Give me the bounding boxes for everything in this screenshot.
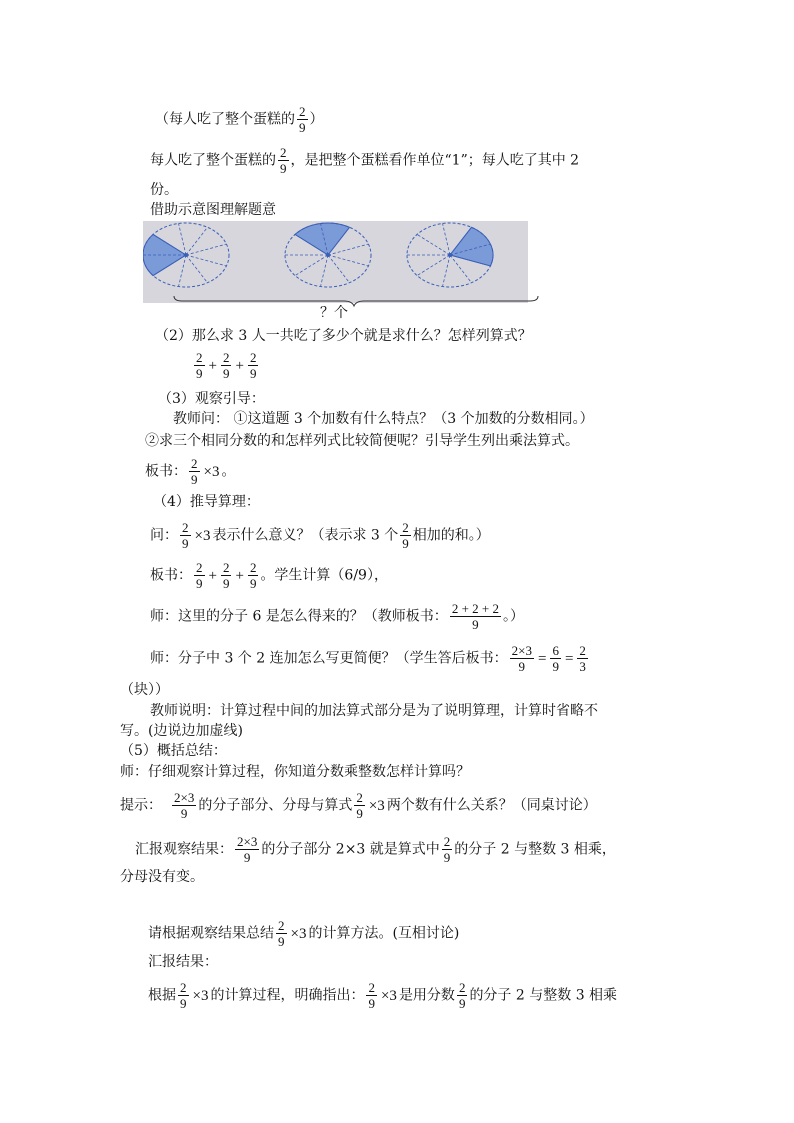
text: 的分子部分 2×3 就是算式中 — [261, 841, 440, 858]
text: 师：分子中 3 个 2 连加怎么写更简便？（学生答后板书： — [150, 650, 508, 667]
cake-division-line — [328, 255, 350, 283]
fraction-2-9: $\frac{2}{9}$ — [191, 456, 198, 487]
text: （每人吃了整个蛋糕的 — [155, 111, 295, 128]
teacher-line-1 — [150, 601, 524, 632]
fraction-product-over-9: $\frac{2\times 3}{9}$ — [511, 643, 532, 674]
result-heading: 汇报结果： — [148, 954, 218, 970]
fraction-2-9: $\frac{2}{9}$ — [368, 980, 375, 1011]
shaded-sector — [295, 223, 349, 255]
text: 师：这里的分子 6 是怎么得来的？（教师板书： — [150, 608, 448, 625]
line-2 — [150, 145, 579, 176]
cake-center — [184, 253, 188, 257]
text: 的分子 2 与整数 3 相乘， — [454, 841, 616, 858]
text: 问： — [150, 527, 178, 544]
text: 。 — [221, 463, 236, 480]
text: 。学生计算（6/9）， — [260, 567, 388, 584]
brace — [172, 294, 542, 308]
hint-line: 提示： $\frac{2\times 3}{9}$ 的分子部分、分母与算式 $\frac{2}{9}$ ×3 两个数有什么关系？（同桌讨论） — [120, 790, 597, 821]
fraction-2-9: $\frac{2}{9}$ — [180, 980, 187, 1011]
report-line — [135, 834, 616, 865]
text: 请根据观察结果总结 — [148, 925, 274, 942]
fraction-2-9: $\frac{2}{9}$ — [196, 560, 203, 591]
teacher-question: 教师问： ①这道题 3 个加数有什么特点？（3 个加数的分数相同。） — [173, 411, 594, 427]
line-3: 份。 — [150, 182, 178, 198]
line-4: 借助示意图理解题意 — [150, 202, 276, 218]
cake-division-line — [443, 223, 450, 255]
question-5: （5）概括总结： — [120, 743, 227, 759]
cake-center — [326, 253, 330, 257]
fraction-2-9: $\frac{2}{9}$ — [280, 145, 287, 176]
fraction-2-9: $\frac{2}{9}$ — [299, 104, 306, 135]
text: 每人吃了整个蛋糕的 — [150, 152, 276, 169]
line-1 — [155, 104, 324, 135]
report-line-2: 分母没有变。 — [120, 869, 204, 885]
cake-division-line — [186, 227, 208, 255]
question-4: （4）推导算理： — [153, 494, 260, 510]
fraction-2-9: $\frac{2}{9}$ — [182, 520, 189, 551]
cake-center — [448, 253, 452, 257]
text: 。） — [502, 608, 524, 625]
block-end: （块）） — [120, 682, 169, 698]
text: 是用分数 — [398, 987, 455, 1004]
fraction-sum-over-9: $\frac{2 + 2 + 2}{9}$ — [451, 601, 499, 632]
text: 表示什么意义？（表示求 3 个 — [212, 527, 399, 544]
board-1: 板书： $\frac{2}{9}$ ×3 。 — [145, 456, 236, 487]
text: 板书： — [145, 463, 187, 480]
question-3b: ②求三个相同分数的和怎样列式比较简便呢？引导学生列出乘法算式。 — [145, 433, 579, 449]
text: ） — [309, 111, 324, 128]
text: 的计算过程，明确指出： — [210, 987, 365, 1004]
text: 根据 — [148, 987, 176, 1004]
cake-division-line — [328, 255, 368, 266]
fraction-2-9: $\frac{2}{9}$ — [443, 834, 451, 865]
teacher-line-2: 师：分子中 3 个 2 连加怎么写更简便？（学生答后板书： $\frac{2\times 3}{9}$ = $\frac{6}{9}$ = $\frac{2}{3}$ — [150, 643, 586, 674]
text: 的分子部分、分母与算式 — [198, 797, 353, 814]
text: 的计算方法。(互相讨论) — [308, 925, 460, 942]
sum-expression: $\frac{2}{9}$ + $\frac{2}{9}$ + $\frac{2}{9}$ — [196, 350, 257, 381]
board-2: 板书： $\frac{2}{9}$ + $\frac{2}{9}$ + $\frac{2}{9}$ 。学生计算（6/9）， — [150, 560, 388, 591]
fraction-2-9: $\frac{2}{9}$ — [222, 560, 230, 591]
text: 汇报观察结果： — [135, 841, 233, 858]
text: ，是把整个蛋糕看作单位“1”；每人吃了其中 2 — [290, 152, 580, 169]
fraction-product-over-9: $\frac{2\times 3}{9}$ — [237, 834, 258, 865]
cake-division-line — [186, 244, 226, 255]
brace-label: ？个 — [320, 305, 348, 321]
text: 板书： — [150, 567, 192, 584]
cake-division-line — [417, 255, 450, 276]
ask-line: 问： $\frac{2}{9}$ ×3 表示什么意义？（表示求 3 个 $\frac{2}{9}$ 相加的和。） — [150, 520, 490, 551]
question-2: （2）那么求 3 人一共吃了多少个就是求什么？怎样列算式？ — [155, 328, 532, 344]
question-3: （3）观察引导： — [158, 391, 265, 407]
fraction-2-9: $\frac{2}{9}$ — [249, 560, 257, 591]
cake-diagram — [143, 221, 528, 303]
fraction-2-3: $\frac{2}{3}$ — [579, 643, 586, 674]
cake-division-line — [186, 255, 208, 283]
fraction-2-9: $\frac{2}{9}$ — [458, 980, 466, 1011]
explanation-2: 写。(边说边加虚线) — [120, 723, 243, 739]
teacher-line-3: 师：仔细观察计算过程，你知道分数乘整数怎样计算吗？ — [120, 764, 470, 780]
cake-division-line — [186, 255, 226, 266]
fraction-2-9: $\frac{2}{9}$ — [278, 918, 285, 949]
cake-svg — [143, 221, 528, 303]
fraction-6-9: $\frac{6}{9}$ — [552, 643, 559, 674]
text: 的分子 2 与整数 3 相乘 — [469, 987, 618, 1004]
final-line: 根据 $\frac{2}{9}$ ×3 的计算过程，明确指出： $\frac{2}{9}$ ×3 是用分数 $\frac{2}{9}$ 的分子 2 与整数 3 相乘 — [148, 980, 618, 1011]
fraction-2-9: $\frac{2}{9}$ — [222, 350, 230, 381]
fraction-2-9: $\frac{2}{9}$ — [196, 350, 203, 381]
cake-division-line — [179, 223, 186, 255]
cake-division-line — [443, 255, 450, 287]
cake-division-line — [321, 255, 328, 287]
fraction-2-9: $\frac{2}{9}$ — [356, 790, 363, 821]
fraction-product-over-9: $\frac{2\times 3}{9}$ — [174, 790, 195, 821]
summary-line: 请根据观察结果总结 $\frac{2}{9}$ ×3 的计算方法。(互相讨论) — [148, 918, 460, 949]
fraction-2-9: $\frac{2}{9}$ — [249, 350, 257, 381]
cake-division-line — [417, 234, 450, 255]
cake-division-line — [295, 255, 328, 276]
text: 提示： — [120, 797, 162, 814]
cake-division-line — [179, 255, 186, 287]
explanation-1: 教师说明：计算过程中间的加法算式部分是为了说明算理，计算时省略不 — [150, 703, 598, 719]
fraction-2-9: $\frac{2}{9}$ — [402, 520, 409, 551]
text: 相加的和。） — [412, 527, 490, 544]
text: 两个数有什么关系？（同桌讨论） — [386, 797, 597, 814]
